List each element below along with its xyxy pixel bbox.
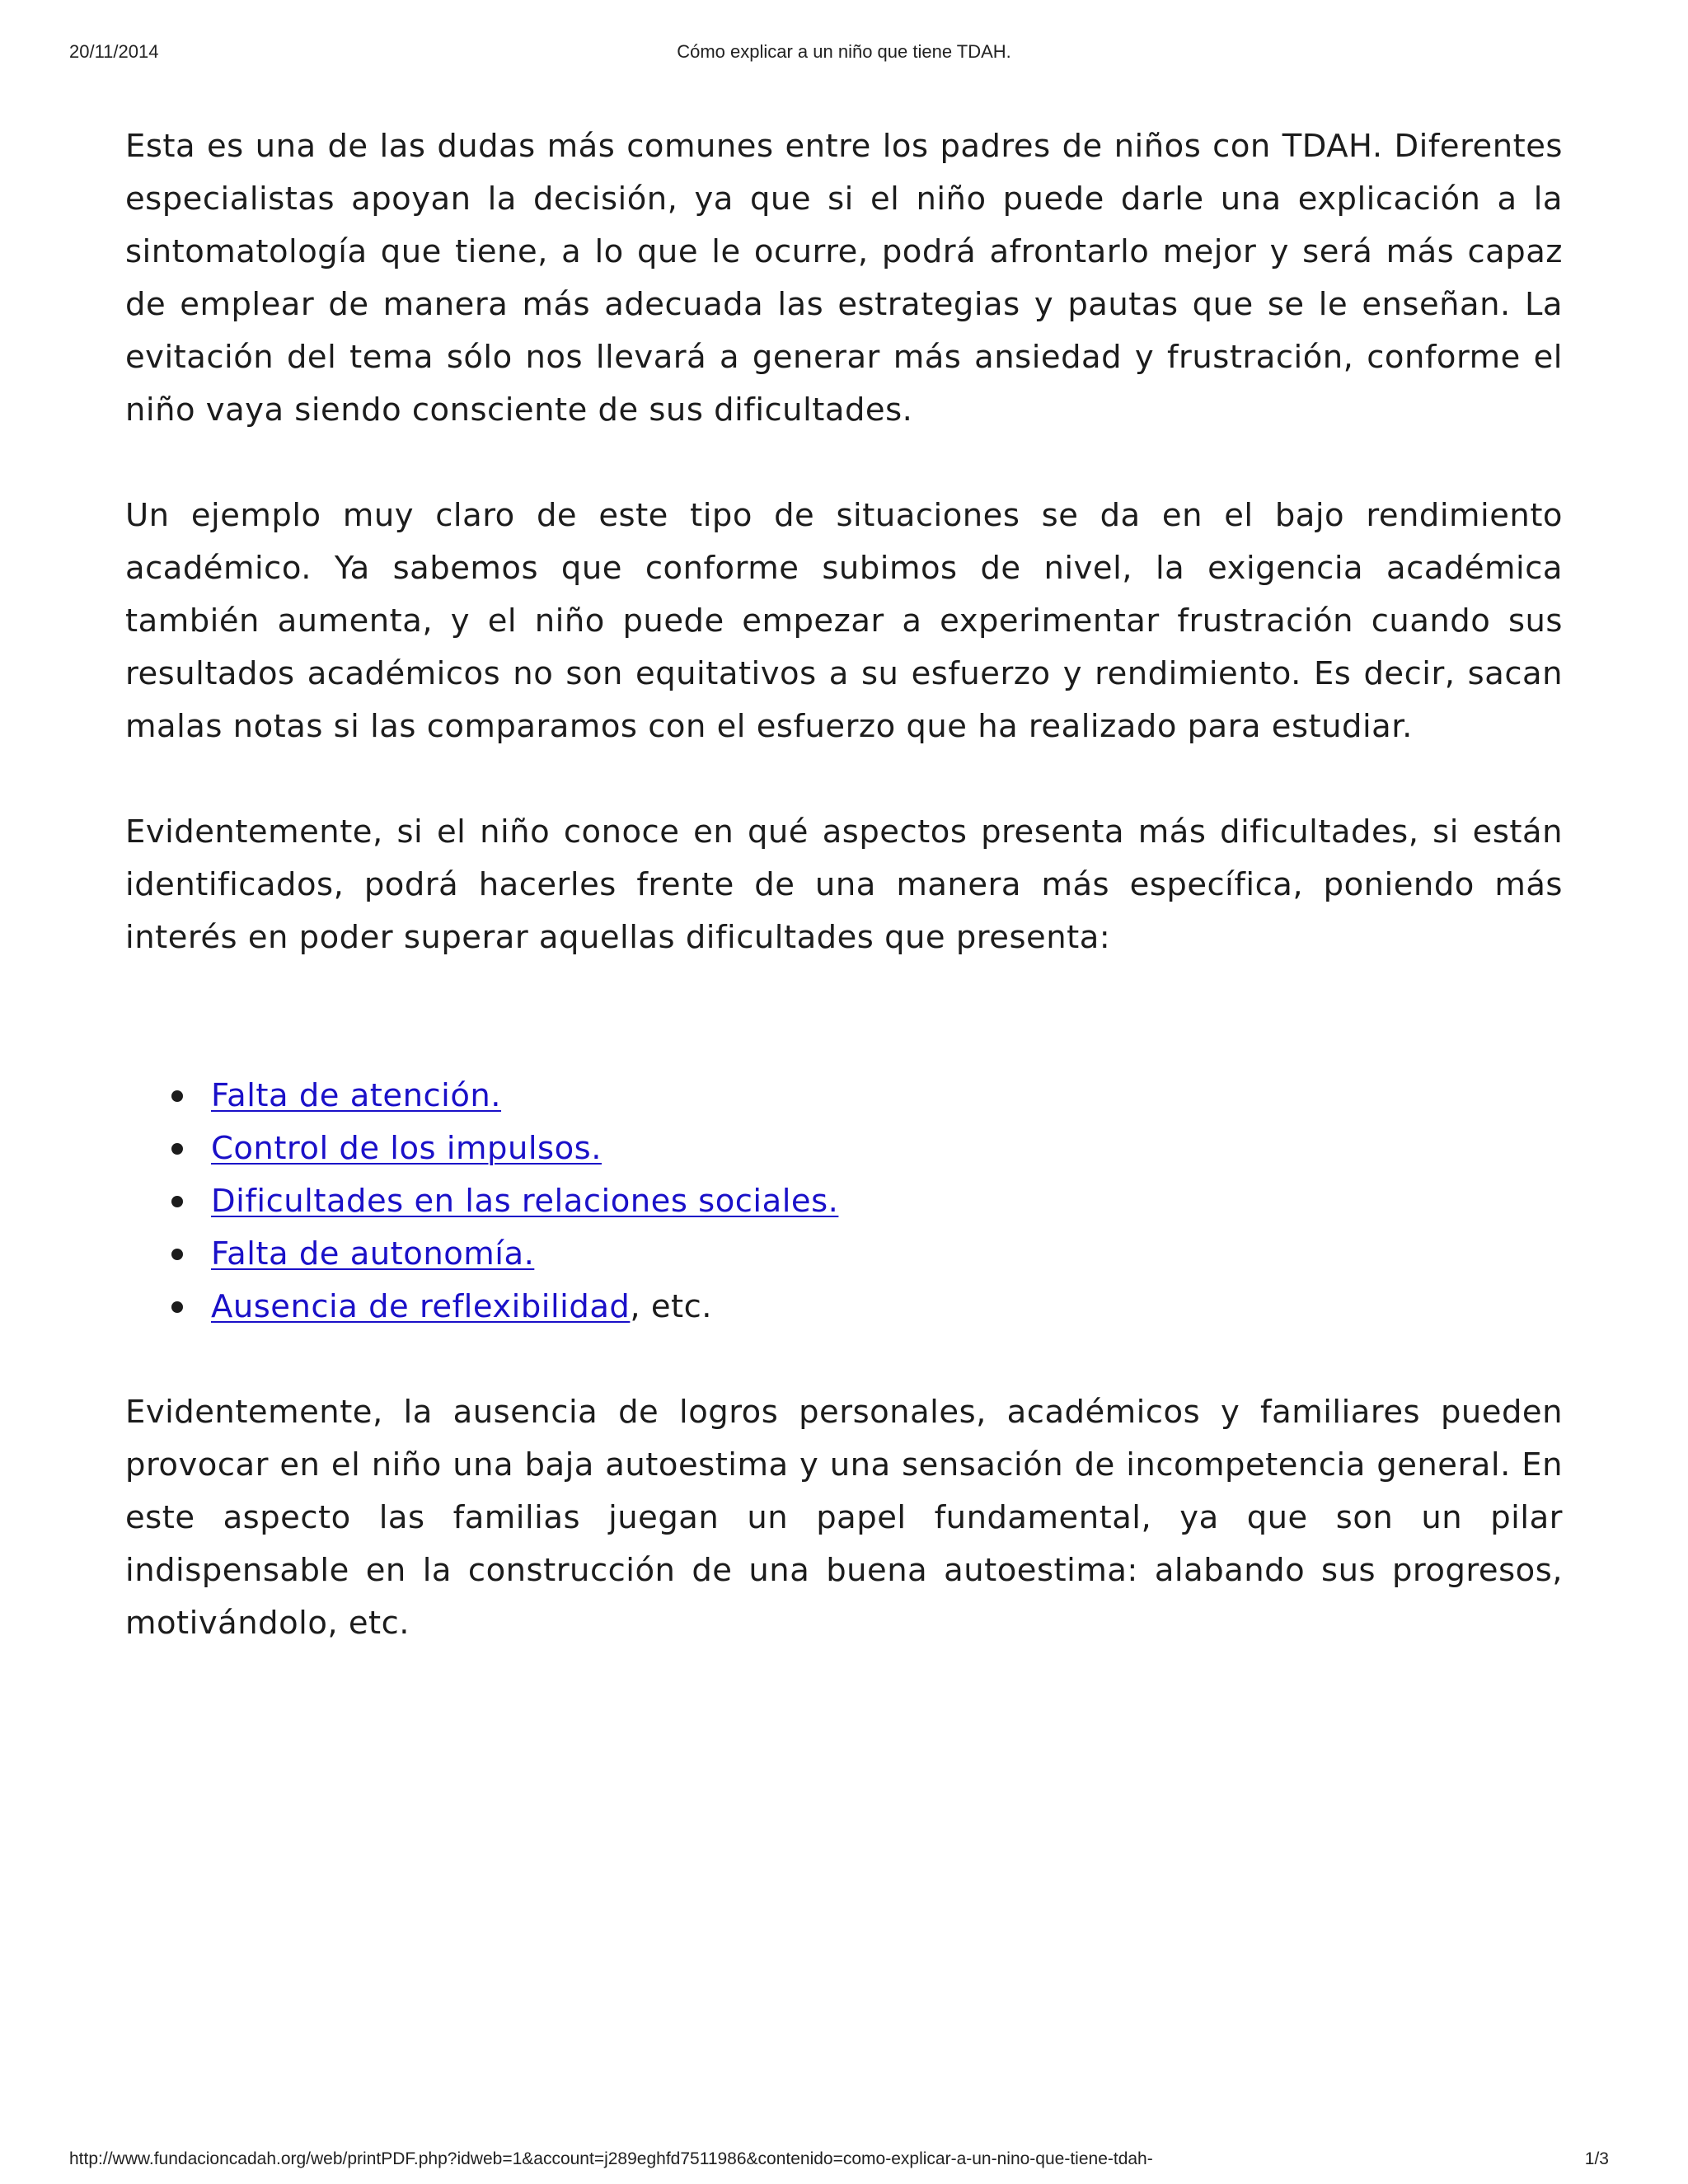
page-number: 1/3 bbox=[1584, 2149, 1609, 2168]
paragraph-intro: Esta es una de las dudas más comunes entre los padres de niños con TDAH. Diferentes especialistas apoyan la decisión, ya que si el niño puede darle una explicación a la sintomatología que tiene, a lo que le ocurre, podrá afrontarlo mejor y será más capaz de emplear de manera más adecuada las estrategias y pautas que se le enseñan. La evitación del tema sólo nos llevará a generar más ansiedad y frustración, conforme el niño vaya siendo consciente de sus dificultades. bbox=[125, 128, 1563, 429]
bullet-icon bbox=[171, 1143, 183, 1155]
document-title: Cómo explicar a un niño que tiene TDAH. bbox=[677, 41, 1011, 62]
print-header bbox=[69, 41, 1619, 69]
list-item bbox=[125, 1175, 1563, 1228]
paragraph-example: Un ejemplo muy claro de este tipo de situaciones se da en el bajo rendimiento académico. Ya sabemos que conforme subimos de nivel, la exigencia académica también aumenta, y el niño puede empezar a experimentar frustración cuando sus resultados académicos no son equitativos a su esfuerzo y rendimiento. Es decir, sacan malas notas si las comparamos con el esfuerzo que ha realizado para estudiar. bbox=[125, 497, 1563, 745]
link-relaciones-sociales[interactable]: Dificultades en las relaciones sociales. bbox=[211, 1183, 839, 1220]
bullet-icon bbox=[171, 1301, 183, 1313]
list-item bbox=[125, 1122, 1563, 1175]
link-falta-de-atencion[interactable]: Falta de atención. bbox=[211, 1077, 502, 1114]
article-body bbox=[125, 120, 1563, 1650]
list-item bbox=[125, 1281, 1563, 1333]
print-date: 20/11/2014 bbox=[69, 41, 159, 62]
list-item bbox=[125, 1228, 1563, 1281]
list-item bbox=[125, 1070, 1563, 1122]
print-footer bbox=[69, 2149, 1609, 2174]
source-url: http://www.fundacioncadah.org/web/printPDF.php?idweb=1&account=j289eghfd7511986&contenido=como-explicar-a-un-nino-que-tiene-tdah- bbox=[69, 2149, 1153, 2168]
bullet-icon bbox=[171, 1090, 183, 1102]
bullet-icon bbox=[171, 1196, 183, 1207]
paragraph-closing: Evidentemente, la ausencia de logros personales, académicos y familiares pueden provocar en el niño una baja autoestima y una sensación de incompetencia general. En este aspecto las familias juegan un papel fundamental, ya que son un pilar indispensable en la construcción de una buena autoestima: alabando sus progresos, motivándolo, etc. bbox=[125, 1394, 1563, 1642]
paragraph-difficulties: Evidentemente, si el niño conoce en qué aspectos presenta más dificultades, si están identificados, podrá hacerles frente de una manera más específica, poniendo más interés en poder superar aquellas dificultades que presenta: bbox=[125, 813, 1563, 956]
link-ausencia-de-reflexibilidad[interactable]: Ausencia de reflexibilidad bbox=[211, 1288, 631, 1325]
difficulties-list bbox=[125, 1070, 1563, 1333]
bullet-icon bbox=[171, 1249, 183, 1260]
list-item-suffix: , etc. bbox=[630, 1288, 713, 1325]
link-control-de-impulsos[interactable]: Control de los impulsos. bbox=[211, 1130, 602, 1167]
link-falta-de-autonomia[interactable]: Falta de autonomía. bbox=[211, 1235, 535, 1272]
